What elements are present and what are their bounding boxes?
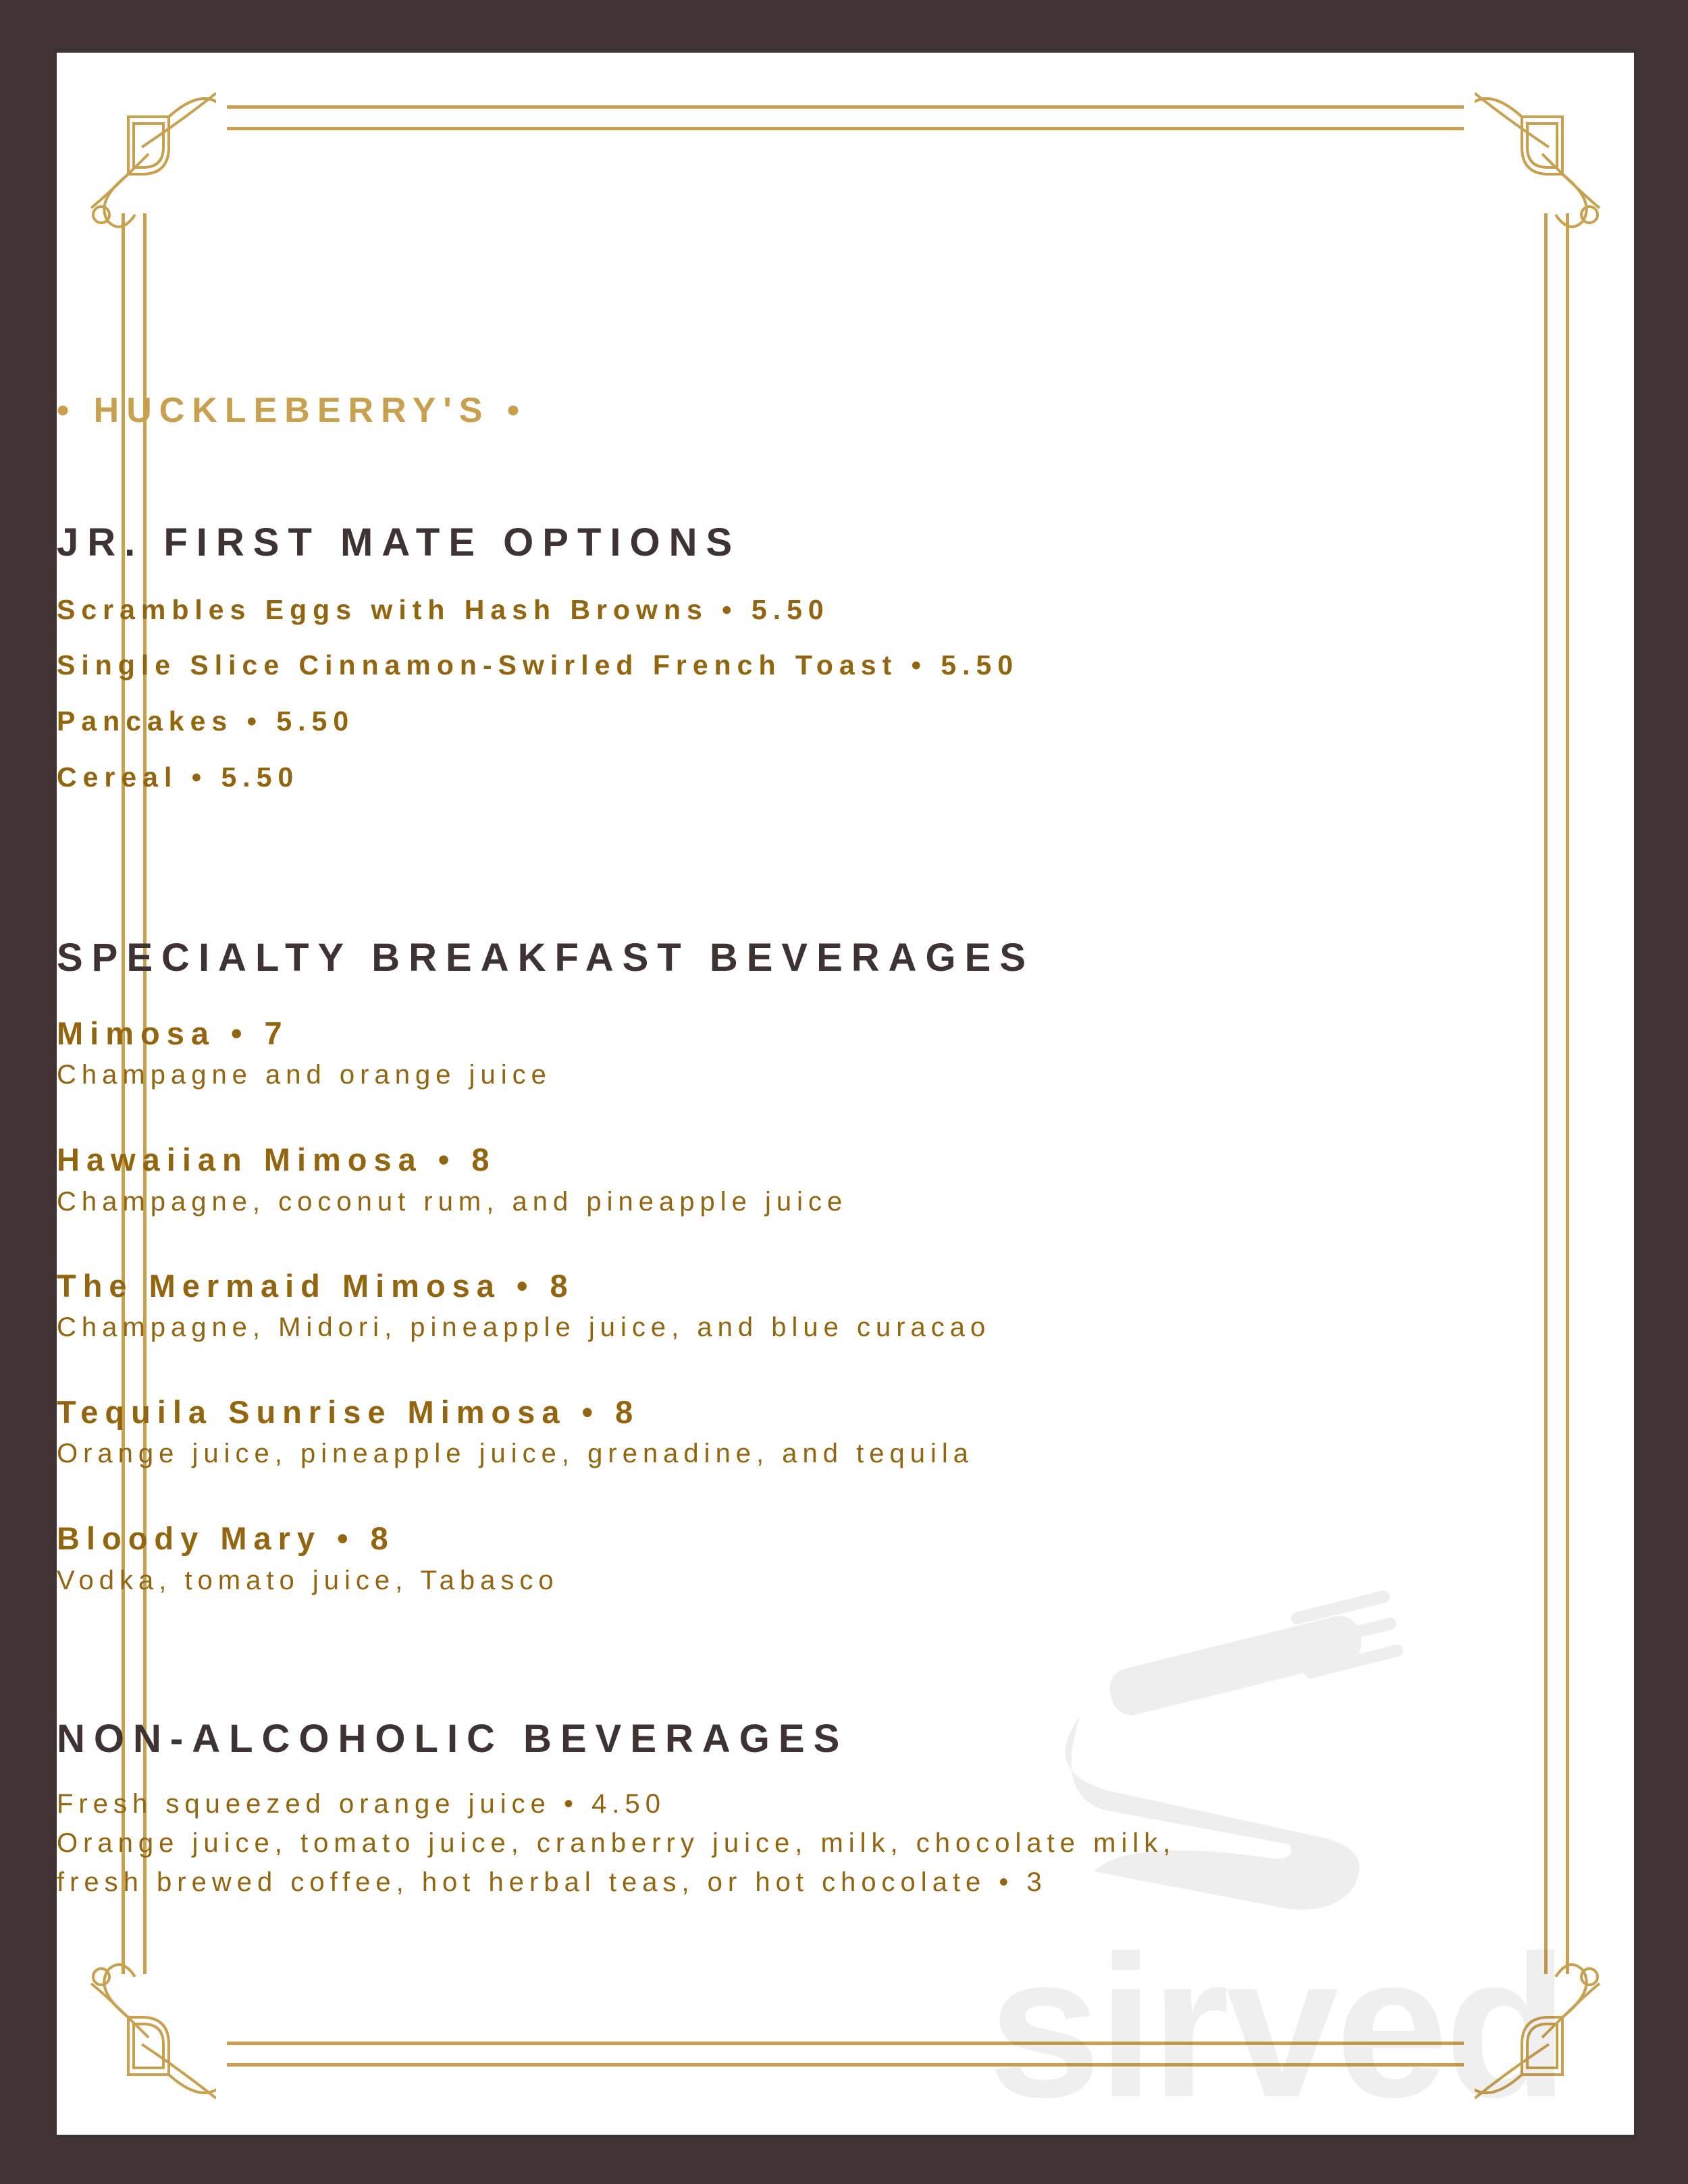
non-alcoholic-section-title: NON-ALCOHOLIC BEVERAGES [57,1717,849,1761]
specialty-section-title: SPECIALTY BREAKFAST BEVERAGES [57,936,1035,980]
jr-item: Single Slice Cinnamon-Swirled French Toast • 5.50 [57,649,1020,681]
ornament-bottom-left-icon [81,1963,216,2112]
non-alcoholic-line: Orange juice, tomato juice, cranberry juice, milk, chocolate milk, [57,1828,1176,1858]
non-alcoholic-line: fresh brewed coffee, hot herbal teas, or hot chocolate • 3 [57,1867,1047,1897]
ornament-top-right-icon [1475,80,1610,228]
frame-top-line-inner [227,127,1464,130]
beverage-description: Champagne, Midori, pineapple juice, and blue curacao [57,1312,991,1342]
beverage-name: The Mermaid Mimosa • 8 [57,1268,575,1304]
jr-item: Cereal • 5.50 [57,762,300,793]
beverage-name: Bloody Mary • 8 [57,1520,395,1556]
frame-top-line-outer [227,105,1464,109]
ornament-top-left-icon [81,80,216,228]
jr-section-title: JR. FIRST MATE OPTIONS [57,521,741,564]
jr-item: Scrambles Eggs with Hash Browns • 5.50 [57,594,830,625]
beverage-description: Champagne, coconut rum, and pineapple juice [57,1187,848,1217]
beverage-description: Champagne and orange juice [57,1060,552,1090]
beverage-description: Vodka, tomato juice, Tabasco [57,1566,559,1595]
menu-page [57,53,1634,2135]
beverage-name: Tequila Sunrise Mimosa • 8 [57,1394,640,1430]
frame-left-line-outer [122,213,125,1974]
beverage-name: Hawaiian Mimosa • 8 [57,1142,496,1177]
brand-title: • HUCKLEBERRY'S • [57,391,527,430]
sirved-watermark: sirved [988,1913,1565,2135]
frame-left-line-inner [143,213,147,1974]
beverage-name: Mimosa • 7 [57,1015,289,1051]
jr-item: Pancakes • 5.50 [57,705,355,737]
beverage-description: Orange juice, pineapple juice, grenadine, and tequila [57,1439,974,1468]
non-alcoholic-line: Fresh squeezed orange juice • 4.50 [57,1789,666,1819]
